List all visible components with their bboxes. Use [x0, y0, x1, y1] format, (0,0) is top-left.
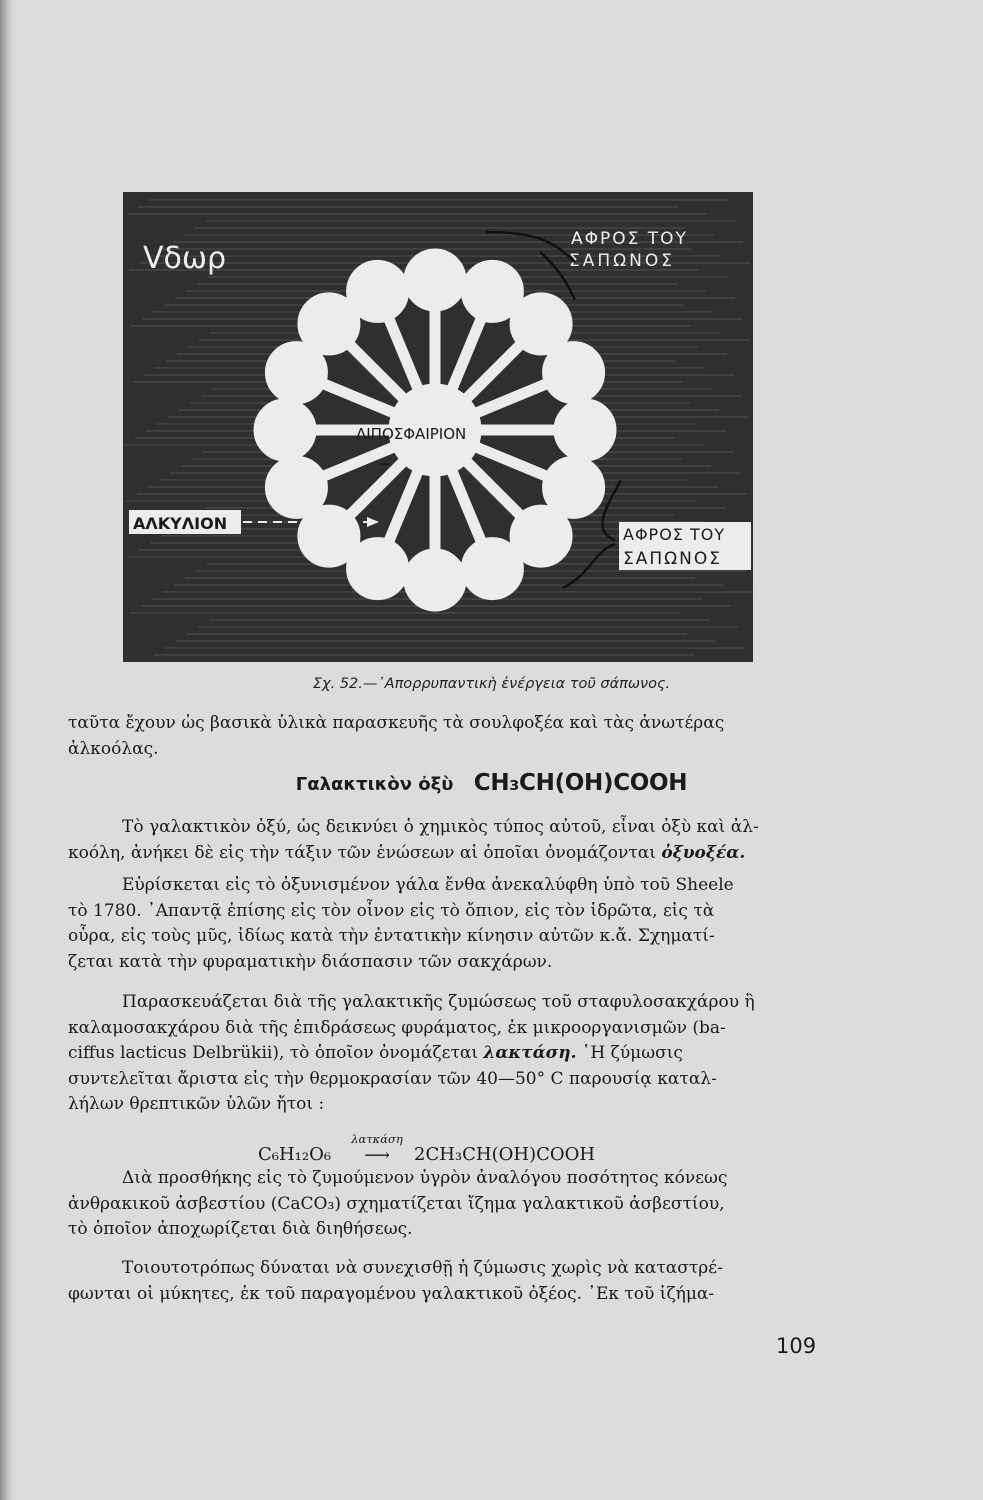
text-line: συντελεῖται ἄριστα εἰς τὴν θερμοκρασίαν τῶν 40—50° C παρουσίᾳ καταλ-: [68, 1068, 717, 1089]
text-line: φωνται οἱ μύκητες, ἐκ τοῦ παραγομένου γαλακτικοῦ ὀξέος. ᾿Εκ τοῦ ἰζήμα-: [68, 1283, 715, 1304]
heading-title: Γαλακτικὸν ὀξὺ: [295, 774, 454, 795]
arrow-icon: ⟶: [364, 1145, 390, 1166]
soap-molecule-head: [254, 399, 316, 461]
term-oxyacids: ὀξυοξέα.: [661, 842, 746, 863]
soap-molecule-head: [404, 549, 466, 611]
soap-molecule-head: [265, 456, 327, 518]
text-line: Διὰ προσθήκης εἰς τὸ ζυμούμενον ὑγρὸν ἀναλόγου ποσότητος κόνεως: [122, 1168, 728, 1188]
text-line: τὸ 1780. ᾿Απαντᾷ ἐπίσης εἰς τὸν οἶνον εἰς τὸ ὄπιον, εἰς τὸν ἱδρῶτα, εἰς τὰ: [68, 900, 715, 921]
soap-molecule-head: [347, 260, 409, 322]
alkyl-label: ΑΛΚΥΛΙΟΝ: [133, 514, 228, 533]
soap-molecule-head: [461, 538, 523, 600]
foam-label-bottom-line2: ΣΑΠΩΝΟΣ: [623, 549, 722, 569]
paragraph-preparation: [68, 990, 812, 1118]
equation-catalyst: λατκάση: [351, 1132, 403, 1146]
figure-caption: Σχ. 52.—᾿Απορρυπαντικὴ ἐνέργεια τοῦ σάπωνος.: [312, 676, 671, 692]
text-line: ζεται κατὰ τὴν φυραματικὴν διάσπασιν τῶν σακχάρων.: [68, 951, 553, 972]
water-label: Vδωρ: [143, 241, 227, 276]
paragraph-occurrence: [68, 873, 812, 975]
text-line: ἀνθρακικοῦ ἀσβεστίου (CaCO₃) σχηματίζεται ἴζημα γαλακτικοῦ ἀσβεστίου,: [68, 1193, 725, 1214]
text-line: καλαμοσακχάρου διὰ τῆς ἐπιδράσεως φυράματος, ἐκ μικροοργανισμῶν (ba-: [68, 1017, 726, 1038]
intro-line: ἀλκοόλας.: [68, 738, 159, 759]
text-line: Τοιουτοτρόπως δύναται νὰ συνεχισθῇ ἡ ζύμωσις χωρὶς νὰ καταστρέ-: [122, 1258, 723, 1278]
term-lactase: λακτάση.: [483, 1043, 577, 1063]
soap-molecule-head: [543, 342, 605, 404]
text-line: ciffus lacticus Delbrükii), τὸ ὁποῖον ὀνομάζεται λακτάση. ῾Η ζύμωσις: [68, 1043, 683, 1063]
intro-line: ταῦτα ἔχουν ὡς βασικὰ ὑλικὰ παρασκευῆς τὰ σουλφοξέα καὶ τὰς ἀνωτέρας: [68, 713, 725, 733]
paragraph-continuation: [68, 1256, 812, 1307]
soap-action-figure: [123, 192, 753, 662]
paragraph-definition: [68, 815, 812, 866]
paragraph-precipitation: [68, 1166, 812, 1243]
section-heading: [0, 768, 983, 800]
foam-label-top-line1: ΑΦΡΟΣ ΤΟΥ: [571, 229, 688, 249]
heading-formula: CH₃CH(OH)COOH: [473, 770, 688, 796]
text-line: τὸ ὁποῖον ἀποχωρίζεται διὰ διηθήσεως.: [68, 1219, 413, 1239]
text-line: οὖρα, εἰς τοὺς μῦς, ἰδίως κατὰ τὴν ἐντατικὴν κίνησιν αὐτῶν κ.ἄ. Σχηματί-: [68, 926, 715, 946]
page-number: 109: [776, 1334, 817, 1358]
page-edge-shadow: [0, 0, 14, 1500]
text-line: λήλων θρεπτικῶν ὑλῶν ἤτοι :: [68, 1094, 325, 1114]
foam-label-bottom-line1: ΑΦΡΟΣ ΤΟΥ: [623, 525, 726, 544]
text-line: Παρασκευάζεται διὰ τῆς γαλακτικῆς ζυμώσεως τοῦ σταφυλοσακχάρου ἢ: [122, 992, 755, 1012]
foam-label-top-line2: ΣΑΠΩΝΟΣ: [569, 251, 675, 271]
liposphere-label: ΛΙΠΟΣΦΑΙΡΙΟΝ: [356, 425, 467, 443]
equation-arrow: [344, 1132, 410, 1166]
text-line: Τὸ γαλακτικὸν ὀξύ, ὡς δεικνύει ὁ χημικὸς τύπος αὐτοῦ, εἶναι ὀξὺ καὶ ἀλ-: [122, 817, 759, 837]
text-line: κοόλη, ἀνήκει δὲ εἰς τὴν τάξιν τῶν ἑνώσεων αἱ ὁποῖαι ὀνομάζονται ὀξυοξέα.: [68, 842, 746, 863]
figure-illustration: [123, 192, 753, 662]
intro-paragraph: [68, 711, 812, 762]
equation-reactant: C₆H₁₂O₆: [258, 1144, 332, 1165]
soap-molecule-head: [404, 249, 466, 311]
equation-product: 2CH₃CH(OH)COOH: [414, 1144, 596, 1165]
soap-molecule-head: [554, 399, 616, 461]
text-line: Εὑρίσκεται εἰς τὸ ὀξυνισμένον γάλα ἔνθα ἀνεκαλύφθη ὑπὸ τοῦ Sheele: [122, 875, 734, 895]
